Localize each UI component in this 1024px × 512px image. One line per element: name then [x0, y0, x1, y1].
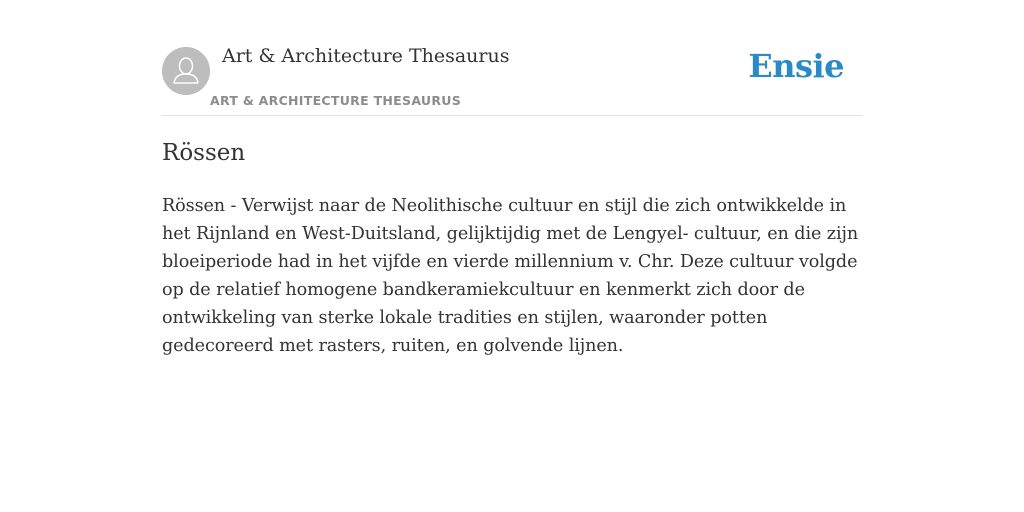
page-container — [162, 0, 862, 356]
user-avatar-icon[interactable] — [162, 47, 210, 95]
source-subtitle: ART & ARCHITECTURE THESAURUS — [210, 93, 462, 108]
source-header — [162, 0, 862, 116]
ensie-logo-link[interactable]: Ensie — [748, 47, 844, 85]
source-title-link[interactable]: Art & Architecture Thesaurus — [222, 45, 510, 67]
definition-text: Rössen - Verwijst naar de Neolithische cultuur en stijl die zich ontwikkelde in het Rijnland en West-Duitsland, gelijktijdig met de Lengyel- cultuur, en die zijn bloeiperiode had in het vijfde en vierde millennium v. Chr. Deze cultuur volgde op de relatief homogene bandkeramiekcultuur en kenmerkt zich door de ontwikkeling van sterke lokale tradities en stijlen, waaronder potten gedecoreerd met rasters, ruiten, en golvende lijnen. — [162, 196, 859, 356]
page-title: Rössen — [162, 140, 246, 166]
